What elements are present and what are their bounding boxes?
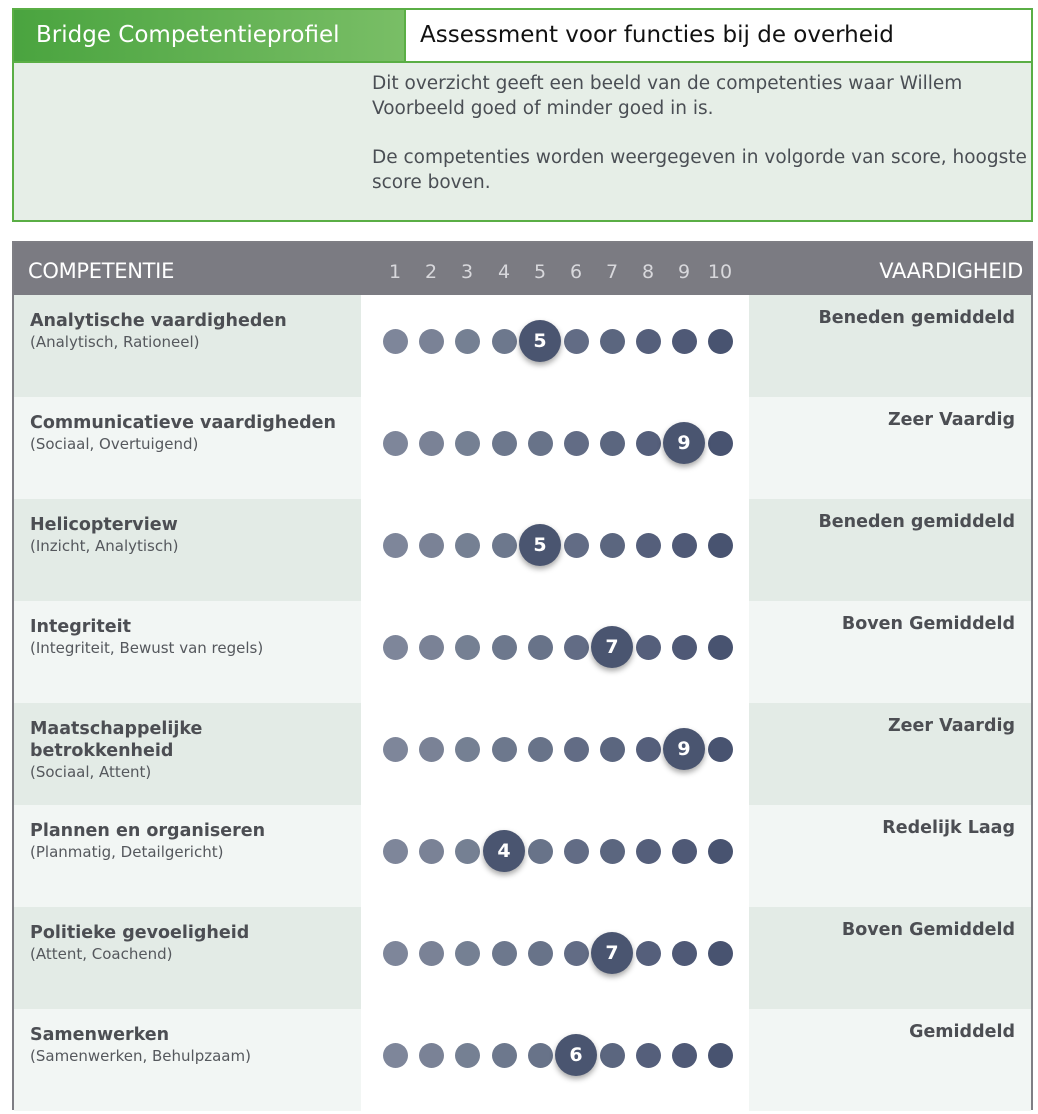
skill-level: Redelijk Laag [882,818,1015,838]
score-dot [672,635,697,660]
scale-number-5: 5 [533,261,547,283]
scale-number-2: 2 [424,261,438,283]
score-dot [455,431,480,456]
score-dot [419,329,444,354]
competence-traits: (Sociaal, Overtuigend) [30,435,199,453]
competence-row [14,703,1031,805]
competence-name: Plannen en organiseren [30,821,266,841]
competence-cell [14,703,361,805]
score-dot [492,533,517,558]
competence-traits: (Inzicht, Analytisch) [30,537,179,555]
competence-name: Communicatieve vaardigheden [30,413,336,433]
score-dot [419,941,444,966]
score-dot [564,329,589,354]
competence-name: Maatschappelijke betrokkenheid [30,719,203,761]
competence-row [14,601,1031,703]
score-dot [600,533,625,558]
score-dot [636,1043,661,1068]
header-title-bar [14,10,1031,61]
competence-name: Integriteit [30,617,131,637]
score-dot [383,533,408,558]
skill-level: Beneden gemiddeld [818,512,1015,532]
score-dot [419,635,444,660]
skill-level-cell [749,907,1031,1009]
score-marker: 6 [555,1034,597,1076]
scale-number-8: 8 [641,261,655,283]
scale-number-7: 7 [605,261,619,283]
score-dot [492,1043,517,1068]
score-dot [564,941,589,966]
score-dot [383,1043,408,1068]
skill-level-cell [749,295,1031,397]
score-dot [528,839,553,864]
skill-level: Boven Gemiddeld [841,614,1015,634]
score-dot [419,431,444,456]
score-dot [492,737,517,762]
competence-cell [14,601,361,703]
score-dot [708,329,733,354]
score-dot [672,941,697,966]
score-dot [383,839,408,864]
scale-number-4: 4 [497,261,511,283]
score-dot [636,635,661,660]
intro-paragraph-2: De competenties worden weergegeven in volgorde van score, hoogste score boven. [372,147,1027,193]
assessment-title: Assessment voor functies bij de overheid [404,10,1031,61]
score-dot [708,737,733,762]
score-marker: 9 [663,422,705,464]
score-dot [600,839,625,864]
score-dot [455,635,480,660]
score-dot [600,431,625,456]
score-dot [564,839,589,864]
competence-traits: (Sociaal, Attent) [30,763,152,781]
brand-title: Bridge Competentieprofiel [14,10,404,61]
competence-cell [14,805,361,907]
score-dot [636,533,661,558]
score-marker: 5 [519,320,561,362]
score-dot [455,839,480,864]
score-dot [636,329,661,354]
score-dot [636,431,661,456]
score-dot [564,533,589,558]
score-dot [455,941,480,966]
score-dot [600,329,625,354]
competence-name: Analytische vaardigheden [30,311,287,331]
score-dot [528,941,553,966]
competence-traits: (Planmatig, Detailgericht) [30,843,224,861]
score-dot [708,431,733,456]
competence-cell [14,907,361,1009]
competence-traits: (Analytisch, Rationeel) [30,333,200,351]
score-dot [419,533,444,558]
skill-level-cell [749,499,1031,601]
competence-row [14,499,1031,601]
competence-traits: (Integriteit, Bewust van regels) [30,639,264,657]
competence-cell [14,1009,361,1111]
score-marker: 7 [591,626,633,668]
competence-cell [14,397,361,499]
score-dot [636,839,661,864]
skill-level-cell [749,397,1031,499]
score-dot [672,839,697,864]
score-dot [419,1043,444,1068]
competence-name: Politieke gevoeligheid [30,923,250,943]
skill-level: Beneden gemiddeld [818,308,1015,328]
score-marker: 7 [591,932,633,974]
intro-text [372,72,1028,195]
scale-number-3: 3 [460,261,474,283]
skill-level-cell [749,601,1031,703]
score-dot [492,431,517,456]
score-dot [455,737,480,762]
scale-number-1: 1 [388,261,402,283]
score-dot [564,635,589,660]
score-dot [383,329,408,354]
column-title-competentie: COMPETENTIE [28,259,175,283]
competence-name: Samenwerken [30,1025,170,1045]
score-dot [528,431,553,456]
score-dot [419,737,444,762]
profile-header-card [12,8,1033,222]
score-dot [419,839,444,864]
competence-row [14,397,1031,499]
score-dot [708,635,733,660]
intro-paragraph-1: Dit overzicht geeft een beeld van de competenties waar Willem Voorbeeld goed of minder goed in is. [372,73,963,119]
score-dot [636,737,661,762]
column-title-vaardigheid: VAARDIGHEID [879,259,1023,283]
skill-level: Gemiddeld [909,1022,1015,1042]
score-dot [636,941,661,966]
skill-level: Boven Gemiddeld [841,920,1015,940]
score-dot [672,533,697,558]
score-marker: 9 [663,728,705,770]
score-dot [383,941,408,966]
competence-traits: (Attent, Coachend) [30,945,173,963]
score-dot [600,1043,625,1068]
score-dot [528,1043,553,1068]
skill-level: Zeer Vaardig [887,410,1015,430]
competence-row [14,805,1031,907]
competence-row [14,1009,1031,1111]
score-dot [672,1043,697,1068]
competence-traits: (Samenwerken, Behulpzaam) [30,1047,251,1065]
header-divider [14,61,1031,63]
score-dot [672,329,697,354]
score-dot [528,737,553,762]
competence-row [14,295,1031,397]
scale-number-6: 6 [569,261,583,283]
competence-cell [14,295,361,397]
score-dot [383,431,408,456]
score-dot [528,635,553,660]
score-dot [708,533,733,558]
score-marker: 5 [519,524,561,566]
skill-level: Zeer Vaardig [887,716,1015,736]
score-dot [708,839,733,864]
score-dot [492,329,517,354]
score-dot [455,1043,480,1068]
score-dot [564,737,589,762]
competence-name: Helicopterview [30,515,178,535]
score-dot [492,941,517,966]
scale-number-10: 10 [707,261,733,283]
score-dot [708,1043,733,1068]
score-marker: 4 [483,830,525,872]
skill-level-cell [749,805,1031,907]
score-dot [383,737,408,762]
scale-number-9: 9 [677,261,691,283]
table-header [14,243,1031,295]
score-dot [383,635,408,660]
score-dot [600,737,625,762]
competence-cell [14,499,361,601]
competence-row [14,907,1031,1009]
skill-level-cell [749,703,1031,805]
score-dot [564,431,589,456]
skill-level-cell [749,1009,1031,1111]
competence-table [12,241,1033,1110]
score-dot [455,329,480,354]
score-dot [492,635,517,660]
score-dot [455,533,480,558]
score-dot [708,941,733,966]
